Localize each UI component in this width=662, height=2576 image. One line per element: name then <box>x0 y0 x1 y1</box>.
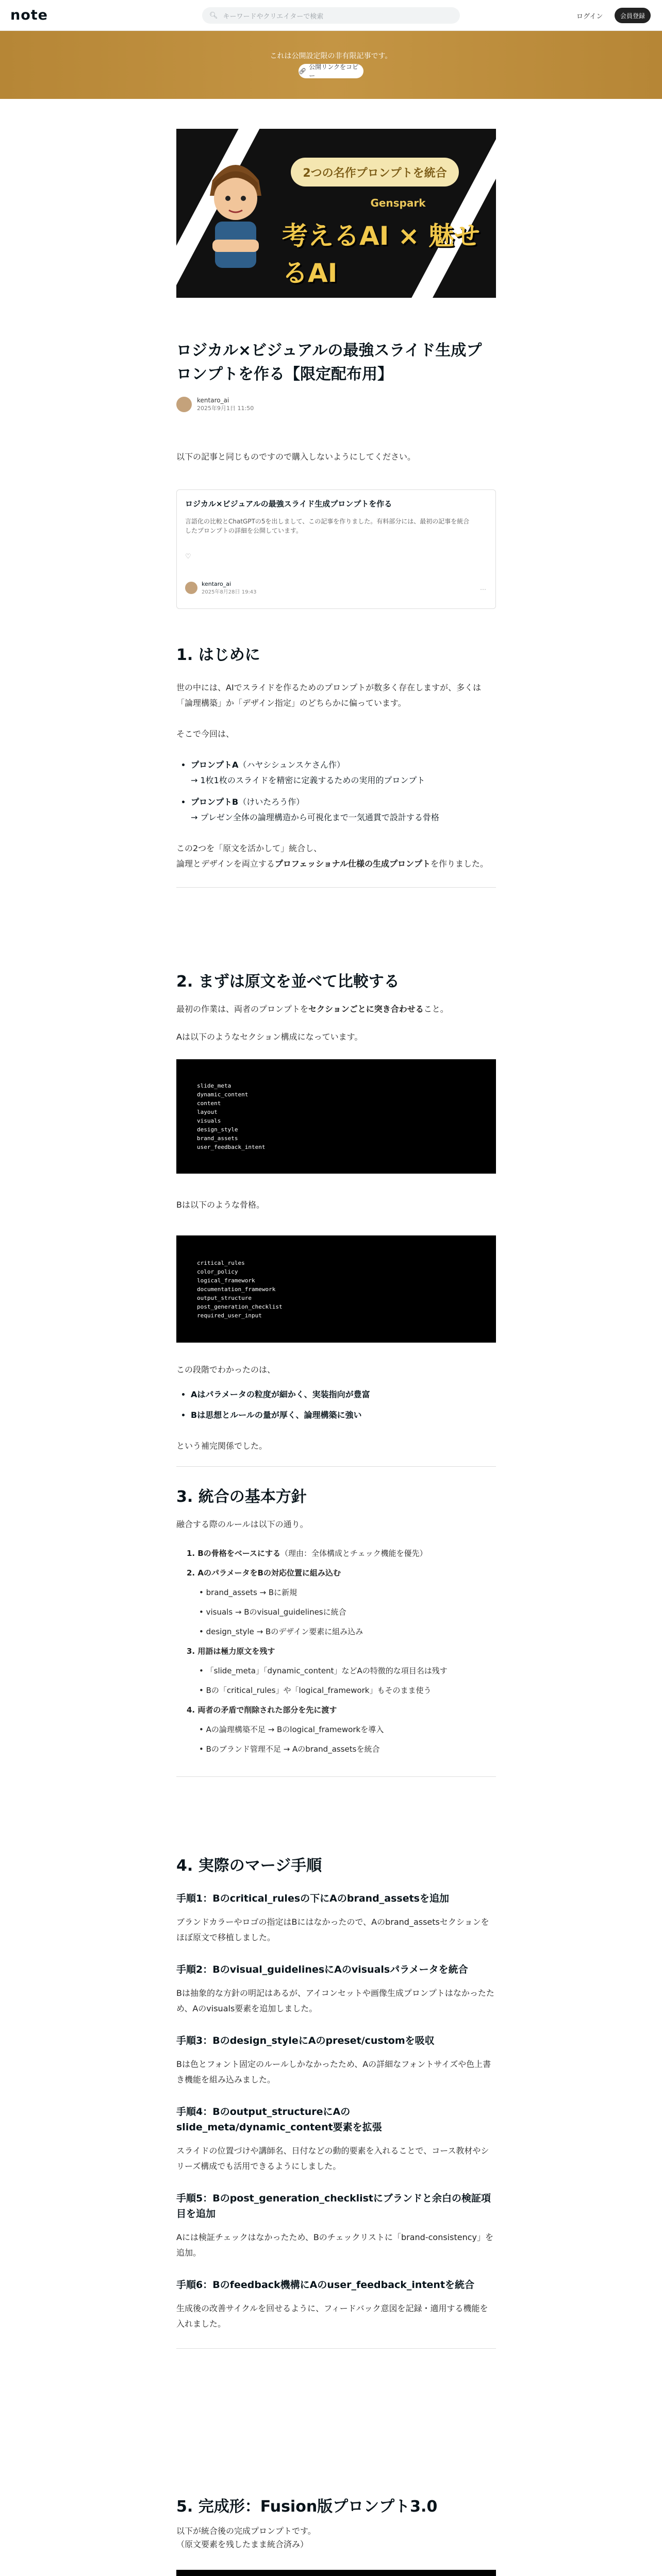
paragraph: そこで今回は、 <box>176 729 235 739</box>
eyecatch-slogan: 考えるAI × 魅せるAI <box>282 221 481 288</box>
step-text: Bは抽象的な方針の明記はあるが、アイコンセットや画像生成プロンプトはなかったため、Aのvisuals要素を追加しました。 <box>176 1988 494 2013</box>
sub-list: • 「slide_meta」「dynamic_content」などAの特徴的な項目名は残す • Bの「critical_rules」や「logical_framework」もそのまま使う <box>199 1666 448 1695</box>
divider <box>176 887 496 888</box>
eyecatch-image <box>176 129 496 298</box>
step-text: ブランドカラーやロゴの指定はBにはなかったので、Aのbrand_assetsセクションをほぼ原文で移植しました。 <box>176 1917 489 1942</box>
step-heading: 手順2：Bのvisual_guidelinesにAのvisualsパラメータを統合 <box>176 1964 468 1975</box>
intro-text: 以下の記事と同じものですので購入しないようにしてください。 <box>176 452 416 462</box>
character-illustration <box>197 149 274 278</box>
code-block-a: slide_meta dynamic_content content layout visuals design_style brand_assets user_feedback_intent <box>176 1059 496 1174</box>
step-heading: 手順3：Bのdesign_styleにAのpreset/customを吸収 <box>176 2035 435 2046</box>
step-text: スライドの位置づけや講師名、日付などの動的要素を入れることで、コース教材やシリーズ構成でも活用できるようにしました。 <box>176 2146 489 2171</box>
section-4 <box>176 1853 496 2349</box>
paragraph: という補完関係でした。 <box>176 1441 268 1451</box>
paragraph: この2つを「原文を活かして」統合し、 論理とデザインを両立するプロフェッショナル仕様の生成プロンプトを作りました。 <box>176 843 488 869</box>
list-item: • Aはパラメータの粒度が細かく、実装指向が豊富 <box>191 1387 496 1402</box>
embed-avatar <box>185 582 197 594</box>
eyecatch-brand: Genspark <box>370 197 426 209</box>
paragraph: 融合する際のルールは以下の通り。 <box>176 1519 308 1529</box>
section-heading: 4. 実際のマージ手順 <box>176 1857 322 1875</box>
section-heading: 2. まずは原文を並べて比較する <box>176 973 400 991</box>
copy-link-button[interactable] <box>299 64 363 78</box>
embed-description: 言語化の比較とChatGPTの5を出しまして、この記事を作りました。有料部分には、最初の記事を統合したプロンプトの詳細を公開しています。 <box>185 518 470 534</box>
note-logo[interactable]: note <box>10 7 48 23</box>
paragraph: 以下が統合後の完成プロンプトです。 （原文要素を残したまま統合済み） <box>176 2526 316 2549</box>
heart-icon[interactable]: ♡ <box>185 553 191 561</box>
login-link[interactable]: ログイン <box>576 13 603 21</box>
rule-list <box>176 1544 496 1759</box>
list-item: 4. 両者の矛盾で削除された部分を先に渡す <box>187 1705 337 1715</box>
step-text: 生成後の改善サイクルを回せるように、フィードバック意図を記録・適用する機能を入れました。 <box>176 2303 488 2329</box>
embed-date: 2025年8月28日 19:43 <box>202 589 257 595</box>
list-item: • プロンプトA（ハヤシシュンスケさん作） → 1枚1枚のスライドを精密に定義するための実用的プロンプト <box>191 757 496 788</box>
step-text: Bは色とフォント固定のルールしかなかったため、Aの詳細なフォントサイズや色上書き機能を組み込みました。 <box>176 2059 491 2084</box>
share-banner-text: これは公開設定限の非有限記事です。 <box>270 52 392 60</box>
step-heading: 手順6：Bのfeedback機構にAのuser_feedback_intentを統合 <box>176 2279 475 2291</box>
paragraph: Bは以下のような骨格。 <box>176 1200 264 1210</box>
section-heading: 3. 統合の基本方針 <box>176 1488 307 1506</box>
search-icon: 🔍︎ <box>209 11 218 20</box>
step-heading: 手順5：Bのpost_generation_checklistにブランドと余白の検証項目を追加 <box>176 2193 491 2219</box>
step-text: Aには検証チェックはなかったため、Bのチェックリストに「brand-consistency」を追加。 <box>176 2232 493 2258</box>
code-block-b: critical_rules color_policy logical_framework documentation_framework output_structure post_generation_checklist required_user_input <box>176 1235 496 1343</box>
list-item: 1. Bの骨格をベースにする（理由：全体構成とチェック機能を優先） <box>187 1549 427 1558</box>
list-item: • プロンプトB（けいたろう作） → プレゼン全体の論理構造から可視化まで一気通貫で設計する骨格 <box>191 794 496 825</box>
divider <box>176 1776 496 1777</box>
section-heading: 1. はじめに <box>176 646 260 664</box>
code-block-full <box>176 2570 496 2576</box>
top-header <box>0 0 662 31</box>
list-item: 3. 用語は極力原文を残す <box>187 1647 275 1656</box>
author-name[interactable]: kentaro_ai <box>197 397 229 404</box>
author-info <box>176 397 254 412</box>
link-icon: 🔗︎ <box>299 67 307 75</box>
list-item: 2. AのパラメータをBの対応位置に組み込む <box>187 1568 341 1578</box>
paragraph: Aは以下のようなセクション構成になっています。 <box>176 1032 363 1042</box>
paragraph: 最初の作業は、両者のプロンプトをセクションごとに突き合わせること。 <box>176 1004 449 1014</box>
paragraph: この段階でわかったのは、 <box>176 1365 276 1375</box>
prompt-list <box>176 757 496 825</box>
share-banner <box>0 31 662 99</box>
sub-list: • Aの論理構築不足 → Bのlogical_frameworkを導入 • Bのブランド管理不足 → Aのbrand_assetsを統合 <box>199 1725 384 1754</box>
finding-list <box>176 1387 496 1423</box>
embedded-article-card[interactable] <box>176 489 496 609</box>
sub-list: • brand_assets → Bに新規 • visuals → Bのvisual_guidelinesに統合 • design_style → Bのデザイン要素に組み込み <box>199 1588 363 1636</box>
search-placeholder: キーワードやクリエイターで検索 <box>223 12 324 21</box>
embed-author: kentaro_ai <box>202 581 231 587</box>
article-title: ロジカル×ビジュアルの最強スライド生成プロンプトを作る【限定配布用】 <box>176 342 482 383</box>
divider <box>176 1466 496 1467</box>
signup-button[interactable]: 会員登録 <box>615 8 651 23</box>
divider <box>176 2348 496 2349</box>
embed-title: ロジカル×ビジュアルの最強スライド生成プロンプトを作る <box>185 499 392 509</box>
section-heading: 5. 完成形：Fusion版プロンプト3.0 <box>176 2498 438 2516</box>
section-2 <box>176 969 496 1467</box>
section-1 <box>176 642 496 888</box>
section-3 <box>176 1484 496 1777</box>
eyecatch-badge: 2つの名作プロンプトを統合 <box>291 158 459 187</box>
section-5 <box>176 2494 496 2576</box>
step-heading: 手順4：Bのoutput_structureにAのslide_meta/dynamic_content要素を拡張 <box>176 2106 382 2133</box>
step-heading: 手順1：Bのcritical_rulesの下にAのbrand_assetsを追加 <box>176 1893 449 1904</box>
publish-date: 2025年9月1日 11:50 <box>197 405 254 412</box>
more-icon[interactable]: ⋯ <box>480 586 486 593</box>
search-input[interactable] <box>202 7 460 24</box>
paragraph: 世の中には、AIでスライドを作るためのプロンプトが数多く存在しますが、多くは「論理構築」か「デザイン指定」のどちらかに偏っています。 <box>176 683 482 708</box>
copy-link-label: 公開リンクをコピー <box>309 63 358 79</box>
list-item: • Bは思想とルールの量が厚く、論理構築に強い <box>191 1408 496 1423</box>
step-list <box>176 1891 496 2332</box>
avatar[interactable] <box>176 397 192 412</box>
